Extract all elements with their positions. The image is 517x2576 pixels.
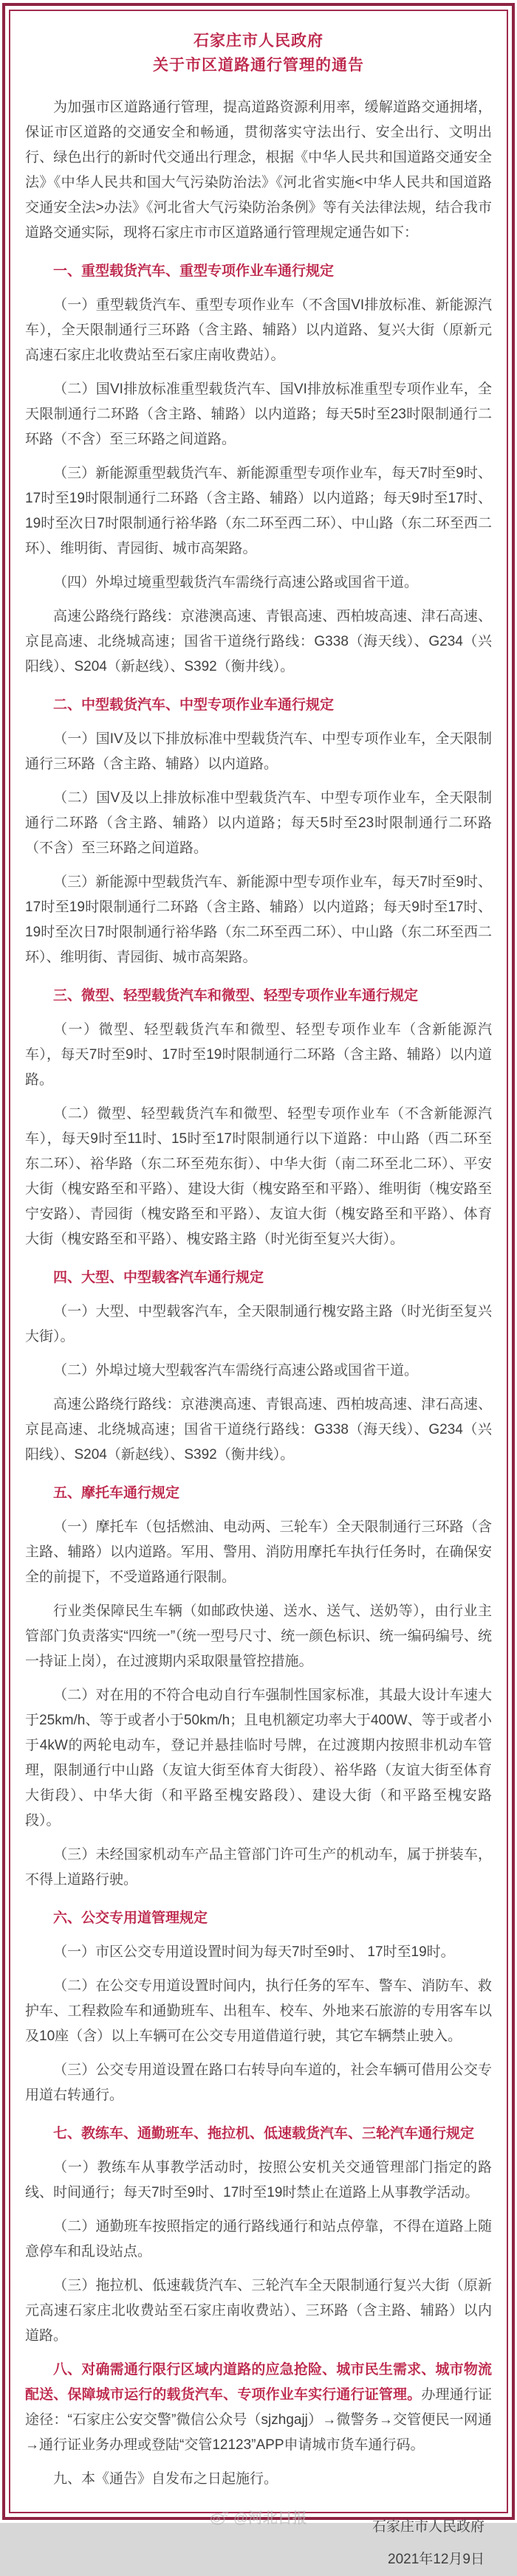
section-6-heading: 六、公交专用道管理规定 [53, 1910, 208, 1926]
section-5-paragraph-2: 行业类保障民生车辆（如邮政快递、送水、送气、送奶等），由行业主管部门负责落实“四统一”（统一型号尺寸、统一颜色标识、统一编码编号、统一持证上岗），在过渡期内采取限量管控措施。 [25, 1603, 492, 1669]
section-6-paragraph-3: （三）公交专用道设置在路口右转导向车道的，社会车辆可借用公交专用道右转通行。 [25, 2062, 492, 2103]
section-6-paragraph-1: （一）市区公交专用道设置时间为每天7时至9时、 17时至19时。 [53, 1944, 455, 1960]
section-2-paragraph-1: （一）国IV及以下排放标准中型载货汽车、中型专项作业车，全天限制通行三环路（含主路、辅路）以内道路。 [25, 731, 492, 772]
section-5-paragraph-4: （三）未经国家机动车产品主管部门许可生产的机动车，属于拼装车，不得上道路行驶。 [25, 1847, 492, 1888]
intro-paragraph: 为加强市区道路通行管理，提高道路资源利用率，缓解道路交通拥堵，保证市区道路的交通安全和畅通，贯彻落实守法出行、安全出行、文明出行、绿色出行的新时代交通出行理念，根据《中华人民共和国道路交通安全法》《中华人民共和国大气污染防治法》《河北省实施<中华人民共和国道路交通安全法>办法》《河北省大气污染防治条例》等有关法律法规，结合我市道路交通实际，现将石家庄市市区道路通行管理规定通告如下： [25, 100, 492, 241]
section-1-paragraph-1: （一）重型载货汽车、重型专项作业车（不含国VI排放标准、新能源汽车），全天限制通行三环路（含主路、辅路）以内道路、复兴大街（原新元高速石家庄北收费站至石家庄南收费站）。 [25, 297, 492, 363]
signature-issuer: 石家庄市人民政府 [372, 2519, 485, 2535]
weibo-watermark-text: @河北日报 [233, 2510, 307, 2527]
section-7-paragraph-2: （二）通勤班车按照指定的通行路线通行和站点停靠，不得在道路上随意停车和乱设站点。 [25, 2219, 492, 2259]
section-5-paragraph-3: （二）对在用的不符合电动自行车强制性国家标准，其最大设计车速大于25km/h、等于或者小于50km/h；且电机额定功率大于400W、等于或者小于4kW的两轮电动车，登记并悬挂临时号牌，在过渡期内按照非机动车管理，限制通行中山路（友谊大街至体育大街段）、裕华路（友谊大街至体育大街段）、中华大街（和平路至槐安路段）、建设大街（和平路至槐安路段）。 [25, 1688, 492, 1829]
doc-title-line1: 石家庄市人民政府 [194, 32, 323, 49]
section-7-paragraph-1: （一）教练车从事教学活动时，按照公安机关交通管理部门指定的路线、时间通行；每天7时至9时、17时至19时禁止在道路上从事教学活动。 [25, 2160, 492, 2200]
doc-title-line2: 关于市区道路通行管理的通告 [153, 57, 364, 74]
section-3-paragraph-2: （二）微型、轻型载货汽车和微型、轻型专项作业车（不含新能源汽车），每天9时至11时、15时至17时限制通行以下道路：中山路（西二环至东二环）、裕华路（东二环至苑东街）、中华大街（南二环至北二环）、平安大街（槐安路至和平路）、建设大街（槐安路至和平路）、维明街（槐安路至宁安路）、青园街（槐安路至和平路）、友谊大街（槐安路至和平路）、体育大街（槐安路至和平路）、槐安路主路（时光街至复兴大街）。 [25, 1106, 492, 1247]
signature-date: 2021年12月9日 [388, 2552, 485, 2567]
document-outer-border [2, 3, 515, 2567]
section-2-paragraph-3: （三）新能源中型载货汽车、新能源中型专项作业车，每天7时至9时、17时至19时限制通行二环路（含主路、辅路）以内道路；每天9时至17时、19时至次日7时限制通行裕华路（东二环至西二环）、中山路（东二环至西二环）、维明街、青园街、城市高架路。 [25, 874, 492, 965]
section-1-paragraph-3: （三）新能源重型载货汽车、新能源重型专项作业车，每天7时至9时、17时至19时限制通行二环路（含主路、辅路）以内道路；每天9时至17时、19时至次日7时限制通行裕华路（东二环至西二环）、中山路（东二环至西二环）、维明街、青园街、城市高架路。 [25, 466, 492, 556]
section-2-heading: 二、中型载货汽车、中型专项作业车通行规定 [53, 697, 335, 713]
section-7-paragraph-3: （三）拖拉机、低速载货汽车、三轮汽车全天限制通行复兴大街（原新元高速石家庄北收费站至石家庄南收费站）、三环路（含主路、辅路）以内道路。 [25, 2278, 492, 2344]
section-4-paragraph-2: （二）外埠过境大型载客汽车需绕行高速公路或国省干道。 [53, 1363, 419, 1378]
section-8-paragraph [25, 2358, 492, 2458]
section-5-paragraph-1: （一）摩托车（包括燃油、电动两、三轮车）全天限制通行三环路（含主路、辅路）以内道路。军用、警用、消防用摩托车执行任务时，在确保安全的前提下，不受道路通行限制。 [25, 1519, 492, 1585]
section-9-paragraph: 九、本《通告》自发布之日起施行。 [53, 2471, 278, 2487]
section-2-paragraph-2: （二）国V及以上排放标准中型载货汽车、中型专项作业车，全天限制通行二环路（含主路、辅路）以内道路；每天5时至23时限制通行二环路（不含）至三环路之间道路。 [25, 790, 492, 856]
section-1-heading: 一、重型载货汽车、重型专项作业车通行规定 [53, 263, 335, 279]
weibo-watermark [210, 2506, 307, 2527]
section-6-paragraph-2: （二）在公交专用道设置时间内，执行任务的军车、警车、消防车、救护车、工程救险车和通勤班车、出租车、校车、外地来石旅游的专用客车以及10座（含）以上车辆可在公交专用道借道行驶，其它车辆禁止驶入。 [25, 1978, 492, 2044]
section-1-paragraph-4: （四）外埠过境重型载货汽车需绕行高速公路或国省干道。 [53, 575, 419, 590]
section-8-heading-inline: 八、对确需通行限行区域内道路的应急抢险、城市民生需求、城市物流配送、保障城市运行的载货汽车、专项作业车实行通行证管理。 [25, 2362, 492, 2403]
section-3-heading: 三、微型、轻型载货汽车和微型、轻型专项作业车通行规定 [53, 988, 419, 1004]
section-8-text: 办理通行证途径：“石家庄公安交警”微信公众号（sjzhgajj）→微警务→交管便民一网通→通行证业务办理或登陆“交管12123”APP申请城市货车通行码。 [25, 2387, 492, 2453]
section-4-paragraph-3: 高速公路绕行路线：京港澳高速、青银高速、西柏坡高速、津石高速、京昆高速、北绕城高速；国省干道绕行路线：G338（海天线）、G234（兴阳线）、S204（新赵线）、S392（衡井线）。 [25, 1397, 492, 1463]
section-3-paragraph-1: （一）微型、轻型载货汽车和微型、轻型专项作业车（含新能源汽车），每天7时至9时、17时至19时限制通行二环路（含主路、辅路）以内道路。 [25, 1022, 492, 1088]
section-1-paragraph-5: 高速公路绕行路线：京港澳高速、青银高速、西柏坡高速、津石高速、京昆高速、北绕城高速；国省干道绕行路线：G338（海天线）、G234（兴阳线）、S204（新赵线）、S392（衡井线）。 [25, 609, 492, 674]
weibo-icon [210, 2508, 230, 2525]
section-4-heading: 四、大型、中型载客汽车通行规定 [53, 1270, 264, 1285]
section-4-paragraph-1: （一）大型、中型载客汽车，全天限制通行槐安路主路（时光街至复兴大街）。 [25, 1304, 492, 1344]
section-5-heading: 五、摩托车通行规定 [53, 1485, 180, 1501]
section-1-paragraph-2: （二）国VI排放标准重型载货汽车、国VI排放标准重型专项作业车，全天限制通行二环路（含主路、辅路）以内道路；每天5时至23时限制通行二环路（不含）至三环路之间道路。 [25, 381, 492, 447]
section-7-heading: 七、教练车、通勤班车、拖拉机、低速载货汽车、三轮汽车通行规定 [53, 2126, 475, 2141]
